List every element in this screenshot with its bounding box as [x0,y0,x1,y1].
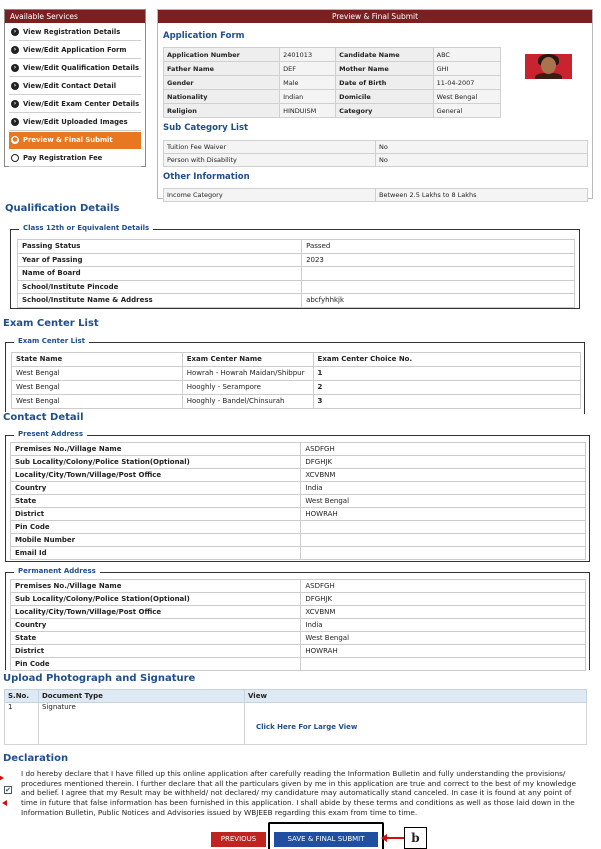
exam-center-table [11,352,581,409]
field-value: West Bengal [433,90,500,104]
field-value: Indian [280,90,336,104]
field-value: DFGHJK [301,456,586,469]
field-label: Premises No./Village Name [11,580,301,593]
field-label: Sub Locality/Colony/Police Station(Optional) [11,456,301,469]
field-value: GHI [433,62,500,76]
declaration-title: Declaration [3,753,69,764]
table-row [11,593,586,606]
column-header: State Name [12,353,183,367]
sidebar-item-label: View Registration Details [23,28,121,36]
qualification-table [17,239,575,308]
field-label: Pin Code [11,658,301,671]
field-value: HOWRAH [301,508,586,521]
field-value: No [376,141,588,154]
field-label: Locality/City/Town/Village/Post Office [11,469,301,482]
field-label: Sub Locality/Colony/Police Station(Optional) [11,593,301,606]
state-cell: West Bengal [12,367,183,381]
field-value: 11-04-2007 [433,76,500,90]
field-label: Income Category [164,189,376,202]
field-value: Male [280,76,336,90]
present-address-legend: Present Address [14,430,87,438]
table-row [164,189,588,202]
application-form-title: Application Form [163,31,245,41]
field-value: India [301,482,586,495]
table-row [12,395,581,409]
table-row [11,632,586,645]
table-row [11,580,586,593]
field-label: Pin Code [11,521,301,534]
table-row [11,456,586,469]
field-value: HINDUISM [280,104,336,118]
table-row [11,606,586,619]
field-label: Father Name [164,62,280,76]
sub-category-title: Sub Category List [163,123,249,133]
annotation-label: b [404,827,427,849]
center-cell: Hooghly - Bandel/Chinsurah [182,395,313,409]
table-row [18,240,575,254]
field-label: Candidate Name [336,48,433,62]
field-value: ABC [433,48,500,62]
chevron-right-icon: › [11,118,19,126]
sidebar-item-preview-submit[interactable] [9,132,141,149]
table-row [11,658,586,671]
field-label: School/Institute Pincode [18,280,302,294]
table-row [18,280,575,294]
upload-title: Upload Photograph and Signature [3,673,196,684]
present-address-fieldset [5,430,590,562]
view-cell [245,703,587,745]
permanent-address-table [10,579,586,671]
previous-button[interactable]: PREVIOUS [211,832,266,847]
circle-icon: ● [12,136,18,143]
annotation-arrow-icon [381,834,387,842]
table-row [11,469,586,482]
annotation-arrow-icon [0,775,4,781]
sidebar-title: Available Services [5,10,145,23]
sidebar-item-label: Pay Registration Fee [23,154,103,162]
contact-detail-title: Contact Detail [3,412,88,423]
field-value: ASDFGH [301,443,586,456]
choice-cell: 3 [313,395,580,409]
sub-category-table [163,140,588,167]
field-value [301,521,586,534]
field-label: Name of Board [18,267,302,281]
field-label: Tuition Fee Waiver [164,141,376,154]
sidebar-item-label: View/Edit Uploaded Images [23,118,128,126]
field-value: ASDFGH [301,580,586,593]
table-row [12,367,581,381]
sidebar-item-edit-qualification[interactable] [9,60,141,77]
field-value: West Bengal [301,632,586,645]
table-row [18,267,575,281]
application-form-table [163,47,501,118]
declaration-checkbox[interactable]: ✔ [5,786,11,794]
field-value: No [376,154,588,167]
state-cell: West Bengal [12,395,183,409]
chevron-right-icon: › [11,82,19,90]
table-row [164,141,588,154]
field-label: School/Institute Name & Address [18,294,302,308]
field-label: State [11,632,301,645]
upload-table [4,689,587,745]
table-row [12,381,581,395]
field-label: Date of Birth [336,76,433,90]
chevron-right-icon: › [11,100,19,108]
qualification-fieldset [10,224,580,309]
field-label: Country [11,619,301,632]
table-row [11,619,586,632]
table-row [164,104,501,118]
field-value [302,280,575,294]
sidebar-item-label: View/Edit Qualification Details [23,64,140,72]
table-row [164,154,588,167]
table-row [164,62,501,76]
table-row [164,76,501,90]
field-value: XCVBNM [301,606,586,619]
field-value: India [301,619,586,632]
permanent-address-fieldset [5,567,590,670]
chevron-right-icon: › [11,28,19,36]
preview-header: Preview & Final Submit [158,10,592,23]
table-row [18,253,575,267]
field-value: Between 2.5 Lakhs to 8 Lakhs [376,189,588,202]
column-header: Exam Center Choice No. [313,353,580,367]
table-row [11,482,586,495]
field-value: General [433,104,500,118]
field-value [301,547,586,560]
photo-figure [541,57,556,74]
field-label: Locality/City/Town/Village/Post Office [11,606,301,619]
sidebar-item-view-registration[interactable] [9,24,141,41]
field-label: Religion [164,104,280,118]
field-label: Category [336,104,433,118]
sidebar-item-label: View/Edit Application Form [23,46,127,54]
table-row [11,645,586,658]
table-row [11,534,586,547]
permanent-address-legend: Permanent Address [14,567,100,575]
field-value [301,534,586,547]
field-label: Mobile Number [11,534,301,547]
sidebar-item-pay-fee[interactable] [9,150,141,167]
exam-center-title: Exam Center List [3,318,99,329]
field-label: Nationality [164,90,280,104]
serial-cell: 1 [5,703,39,745]
field-value: DEF [280,62,336,76]
table-row [11,443,586,456]
table-row [11,521,586,534]
field-value: DFGHJK [301,593,586,606]
table-row [11,495,586,508]
column-header: Document Type [39,690,245,703]
table-header-row [12,353,581,367]
field-label: Passing Status [18,240,302,254]
qualification-legend: Class 12th or Equivalent Details [19,224,153,232]
field-value [302,267,575,281]
field-label: Country [11,482,301,495]
qualification-title: Qualification Details [5,203,120,214]
column-header: Exam Center Name [182,353,313,367]
center-cell: Howrah - Howrah Maidan/Shibpur [182,367,313,381]
exam-center-legend: Exam Center List [14,337,89,345]
field-value [301,658,586,671]
field-label: State [11,495,301,508]
sidebar-item-label: View/Edit Contact Detail [23,82,117,90]
sidebar-item-edit-images[interactable] [9,114,141,131]
declaration-text: I do hereby declare that I have filled up this online application after carefully reading the Information Bulletin and fully understanding the provisions/ procedures mentioned therein. I further declare that all the particulars given by me in this application are true and correct to the best of my knowledge and belief. I agree that my Result may be withheld/ not declared/ my candidature may automatically stand canceled. In case it is found at any point of time in future that false information has been furnished in this application. I shall abide by these terms and conditions as well as those laid down in the Information Bulletin, Public Notices and Advisories issued by WBJEEB regarding this exam from time to time. [21,769,576,817]
field-label: Application Number [164,48,280,62]
candidate-photo [525,54,572,79]
sidebar-item-edit-application[interactable] [9,42,141,59]
field-label: Domicile [336,90,433,104]
table-header-row [5,690,587,703]
other-information-title: Other Information [163,172,250,182]
present-address-table [10,442,586,560]
annotation-arrow-icon [2,800,7,806]
large-view-link[interactable]: Click Here For Large View [256,723,358,731]
table-row [164,48,501,62]
field-value: West Bengal [301,495,586,508]
field-value: Passed [302,240,575,254]
column-header: S.No. [5,690,39,703]
field-value: 2023 [302,253,575,267]
field-label: Email Id [11,547,301,560]
field-label: Premises No./Village Name [11,443,301,456]
center-cell: Hooghly - Serampore [182,381,313,395]
exam-center-fieldset [5,337,585,414]
preview-panel [157,9,593,199]
annotation-arrow-line [384,837,404,839]
column-header: View [245,690,587,703]
table-row [164,90,501,104]
document-type-cell: Signature [39,703,245,745]
state-cell: West Bengal [12,381,183,395]
chevron-right-icon: › [11,64,19,72]
table-row [11,508,586,521]
circle-icon [11,154,19,162]
table-row [11,547,586,560]
table-row [18,294,575,308]
sidebar-item-label: View/Edit Exam Center Details [23,100,140,108]
available-services-panel [4,9,146,167]
field-label: Person with Disability [164,154,376,167]
choice-cell: 1 [313,367,580,381]
field-value: 2401013 [280,48,336,62]
field-value: abcfyhhkjk [302,294,575,308]
table-row [5,703,587,745]
sidebar-item-edit-exam-center[interactable] [9,96,141,113]
field-value: XCVBNM [301,469,586,482]
field-label: Gender [164,76,280,90]
choice-cell: 2 [313,381,580,395]
other-information-table [163,188,588,202]
chevron-right-icon: › [11,46,19,54]
sidebar-item-edit-contact[interactable] [9,78,141,95]
sidebar-item-label: Preview & Final Submit [23,136,113,144]
save-final-submit-button[interactable]: SAVE & FINAL SUBMIT [274,832,378,847]
field-label: Year of Passing [18,253,302,267]
field-label: District [11,645,301,658]
field-value: HOWRAH [301,645,586,658]
field-label: Mother Name [336,62,433,76]
field-label: District [11,508,301,521]
